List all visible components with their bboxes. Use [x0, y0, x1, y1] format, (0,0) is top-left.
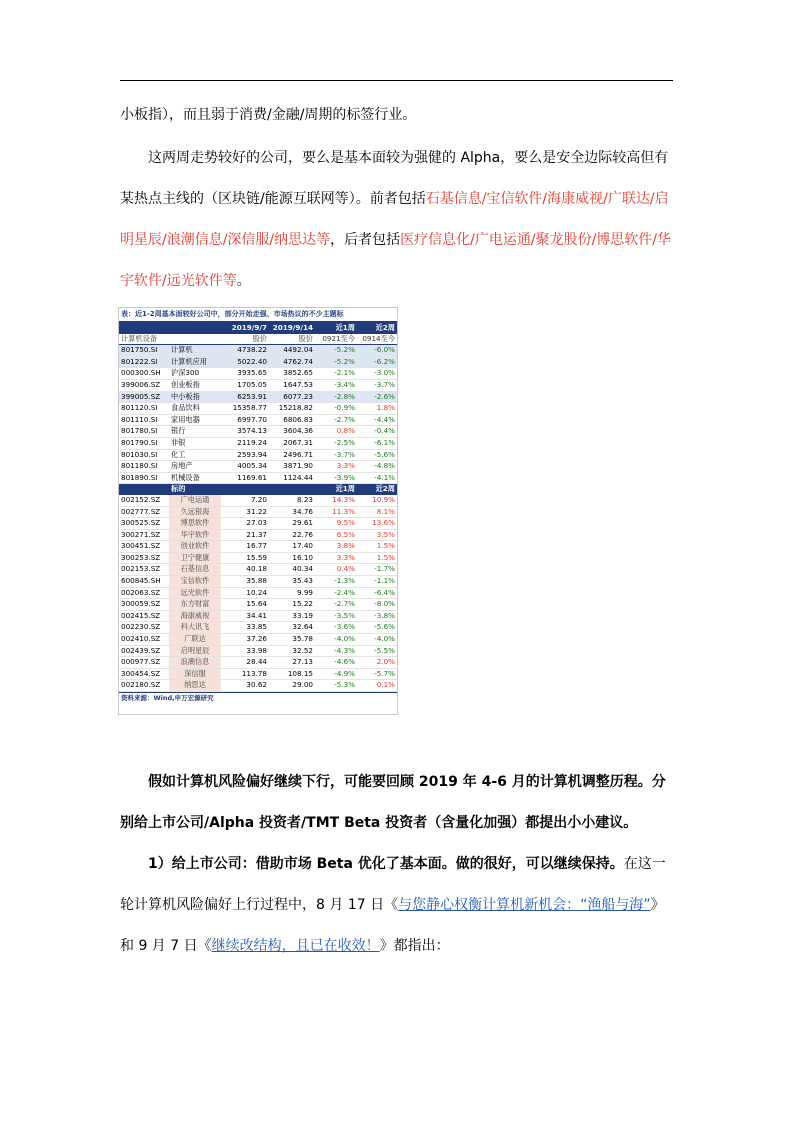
index-code: 801110.SI: [119, 414, 169, 426]
change-2w: -8.0%: [357, 599, 397, 611]
change-2w: -0.4%: [357, 426, 397, 438]
header-cell: [119, 323, 169, 334]
stock-code: 002410.SZ: [119, 634, 169, 646]
change-2w: 1.8%: [357, 403, 397, 415]
header-cell: 0914至今: [357, 334, 397, 345]
table-header-dates: [119, 323, 397, 334]
index-row: [119, 437, 397, 449]
index-name: 化工: [169, 449, 221, 461]
price-0907: 33.85: [221, 622, 269, 634]
stock-code: 300454.SZ: [119, 668, 169, 680]
change-2w: -3.0%: [357, 368, 397, 380]
price-0914: 2067.31: [269, 437, 315, 449]
stock-row: [119, 564, 397, 576]
price-0914: 29.61: [269, 518, 315, 530]
price-0914: 34.76: [269, 506, 315, 518]
header-cell: 近1周: [315, 323, 357, 334]
index-row: [119, 391, 397, 403]
index-name: 创业板指: [169, 379, 221, 391]
paragraph-2-text-a: 这两周走势较好的公司，要么是基本面较为强健的 Alpha，要么是安全边际较高但有某热点主线的（区块链/能源互联网等）。前者包括: [120, 150, 669, 207]
index-code: 801780.SI: [119, 426, 169, 438]
index-row: [119, 426, 397, 438]
price-0914: 1124.44: [269, 472, 315, 484]
stock-row: [119, 634, 397, 646]
index-row: [119, 345, 397, 357]
change-2w: 0.1%: [357, 680, 397, 692]
stock-row: [119, 657, 397, 669]
change-1w: -3.9%: [315, 472, 357, 484]
change-1w: -5.2%: [315, 356, 357, 368]
header-cell: 近1周: [315, 484, 357, 495]
price-0907: 2119.24: [221, 437, 269, 449]
index-code: 801180.SI: [119, 461, 169, 473]
index-row: [119, 403, 397, 415]
price-0907: 1169.61: [221, 472, 269, 484]
paragraph-1: 小板指），而且弱于消费/金融/周期的标签行业。: [120, 107, 417, 123]
index-name: 中小板指: [169, 391, 221, 403]
stock-row: [119, 518, 397, 530]
change-1w: 6.5%: [315, 529, 357, 541]
price-0907: 34.41: [221, 610, 269, 622]
stock-name: 东方财富: [169, 599, 221, 611]
change-1w: -3.7%: [315, 449, 357, 461]
paragraph-4-text-b: 》和 9 月 7 日《: [120, 897, 665, 954]
change-1w: 11.3%: [315, 506, 357, 518]
stock-name: 启明星辰: [169, 645, 221, 657]
price-0914: 35.78: [269, 634, 315, 646]
price-0907: 31.22: [221, 506, 269, 518]
price-0914: 4762.74: [269, 356, 315, 368]
index-code: 399005.SZ: [119, 391, 169, 403]
stock-name: 纳思达: [169, 680, 221, 692]
stock-code: 002153.SZ: [119, 564, 169, 576]
change-1w: -5.3%: [315, 680, 357, 692]
stock-code: 000977.SZ: [119, 657, 169, 669]
change-1w: -1.3%: [315, 576, 357, 588]
change-1w: -3.5%: [315, 610, 357, 622]
table-header-stocks: [119, 484, 397, 495]
price-0907: 10.24: [221, 587, 269, 599]
price-0914: 16.10: [269, 552, 315, 564]
stock-row: [119, 680, 397, 692]
change-1w: 3.3%: [315, 552, 357, 564]
stock-code: 002230.SZ: [119, 622, 169, 634]
change-1w: -4.0%: [315, 634, 357, 646]
change-2w: -1.1%: [357, 576, 397, 588]
price-0914: 27.13: [269, 657, 315, 669]
change-2w: -6.4%: [357, 587, 397, 599]
stock-row: [119, 587, 397, 599]
alpha-stocks-highlight: 石基信息/宝信软件/海康威视/广联达/启明星辰/浪潮信息/深信服/纳思达等: [120, 191, 669, 248]
price-0914: 108.15: [269, 668, 315, 680]
header-cell: [169, 334, 221, 345]
change-1w: -4.9%: [315, 668, 357, 680]
index-row: [119, 472, 397, 484]
price-0907: 6997.70: [221, 414, 269, 426]
header-cell: [221, 484, 269, 495]
header-cell: [119, 484, 169, 495]
stock-code: 002777.SZ: [119, 506, 169, 518]
price-0914: 2496.71: [269, 449, 315, 461]
change-2w: 1.5%: [357, 552, 397, 564]
stock-name: 华宇软件: [169, 529, 221, 541]
index-code: 000300.SH: [119, 368, 169, 380]
paragraph-2: [120, 138, 674, 302]
change-2w: 2.0%: [357, 657, 397, 669]
change-1w: -2.8%: [315, 391, 357, 403]
index-row: [119, 379, 397, 391]
paragraph-2-text-b: ，后者包括: [330, 232, 401, 248]
index-name: 家用电器: [169, 414, 221, 426]
stock-name: 久远银海: [169, 506, 221, 518]
stock-name: 浪潮信息: [169, 657, 221, 669]
stock-name: 广电运通: [169, 495, 221, 506]
price-0914: 33.19: [269, 610, 315, 622]
change-2w: -4.8%: [357, 461, 397, 473]
paragraph-3: 假如计算机风险偏好继续下行，可能要回顾 2019 年 4-6 月的计算机调整历程。分别给上市公司/Alpha 投资者/TMT Beta 投资者（含量化加强）都提出小小建议。: [120, 774, 666, 831]
price-0907: 35.88: [221, 576, 269, 588]
paragraph-4-text-c: 》都指出：: [379, 938, 450, 954]
index-code: 399006.SZ: [119, 379, 169, 391]
change-1w: 0.4%: [315, 564, 357, 576]
stock-row: [119, 495, 397, 506]
stock-name: 石基信息: [169, 564, 221, 576]
stock-row: [119, 610, 397, 622]
price-0907: 7.20: [221, 495, 269, 506]
paragraph-4-text-a: 在这一轮计算机风险偏好上行过程中，8 月 17 日《: [120, 856, 666, 913]
index-row: [119, 414, 397, 426]
price-0907: 3574.13: [221, 426, 269, 438]
stock-row: [119, 541, 397, 553]
stock-code: 002180.SZ: [119, 680, 169, 692]
price-0914: 8.23: [269, 495, 315, 506]
index-row: [119, 368, 397, 380]
change-2w: -2.6%: [357, 391, 397, 403]
table-source: 资料来源：Wind,申万宏源研究: [119, 692, 397, 704]
change-1w: -2.7%: [315, 414, 357, 426]
change-1w: 0.8%: [315, 426, 357, 438]
stock-code: 002152.SZ: [119, 495, 169, 506]
price-0907: 15.64: [221, 599, 269, 611]
stock-row: [119, 668, 397, 680]
header-cell: 股价: [269, 334, 315, 345]
price-0907: 4738.22: [221, 345, 269, 357]
change-2w: 3.5%: [357, 529, 397, 541]
price-0907: 37.26: [221, 634, 269, 646]
price-0914: 9.99: [269, 587, 315, 599]
index-row: [119, 461, 397, 473]
change-1w: -4.6%: [315, 657, 357, 669]
stock-code: 300059.SZ: [119, 599, 169, 611]
price-0914: 22.76: [269, 529, 315, 541]
stock-code: 300525.SZ: [119, 518, 169, 530]
header-cell: [269, 484, 315, 495]
stock-code: 300271.SZ: [119, 529, 169, 541]
price-0907: 21.37: [221, 529, 269, 541]
table-header-price: [119, 334, 397, 345]
change-2w: -4.0%: [357, 634, 397, 646]
stock-code: 300253.SZ: [119, 552, 169, 564]
index-code: 801890.SI: [119, 472, 169, 484]
change-1w: -2.7%: [315, 599, 357, 611]
change-2w: -5.6%: [357, 449, 397, 461]
stock-code: 002415.SZ: [119, 610, 169, 622]
index-name: 食品饮料: [169, 403, 221, 415]
header-cell: 2019/9/14: [269, 323, 315, 334]
index-name: 非银: [169, 437, 221, 449]
stock-code: 300451.SZ: [119, 541, 169, 553]
price-0907: 5022.40: [221, 356, 269, 368]
price-0914: 40.34: [269, 564, 315, 576]
change-2w: 10.9%: [357, 495, 397, 506]
report-link-sep7[interactable]: 继续改结构，且已在收效！: [211, 938, 380, 954]
index-row: [119, 356, 397, 368]
price-0914: 3852.65: [269, 368, 315, 380]
index-code: 801030.SI: [119, 449, 169, 461]
price-0914: 32.52: [269, 645, 315, 657]
index-row: [119, 449, 397, 461]
change-2w: -5.7%: [357, 668, 397, 680]
header-cell: 2019/9/7: [221, 323, 269, 334]
price-0907: 27.03: [221, 518, 269, 530]
change-2w: -3.7%: [357, 379, 397, 391]
stock-row: [119, 552, 397, 564]
stock-row: [119, 645, 397, 657]
index-name: 计算机: [169, 345, 221, 357]
header-cell: 近2周: [357, 323, 397, 334]
price-0907: 28.44: [221, 657, 269, 669]
header-cell: [169, 323, 221, 334]
change-1w: 14.3%: [315, 495, 357, 506]
index-name: 计算机应用: [169, 356, 221, 368]
index-code: 801120.SI: [119, 403, 169, 415]
price-0907: 4005.34: [221, 461, 269, 473]
stock-name: 宝信软件: [169, 576, 221, 588]
change-1w: -3.4%: [315, 379, 357, 391]
paragraph-2-text-c: 。: [236, 273, 251, 289]
price-0907: 6253.91: [221, 391, 269, 403]
paragraph-4-bold: 1）给上市公司：借助市场 Beta 优化了基本面。做的很好，可以继续保持。: [148, 856, 624, 872]
change-2w: 8.1%: [357, 506, 397, 518]
price-0907: 15.59: [221, 552, 269, 564]
change-2w: 1.5%: [357, 541, 397, 553]
stock-row: [119, 529, 397, 541]
index-name: 房地产: [169, 461, 221, 473]
price-0914: 32.64: [269, 622, 315, 634]
change-2w: -6.2%: [357, 356, 397, 368]
price-0914: 6077.23: [269, 391, 315, 403]
change-1w: 9.5%: [315, 518, 357, 530]
change-2w: 13.6%: [357, 518, 397, 530]
change-2w: -5.6%: [357, 622, 397, 634]
index-code: 801750.SI: [119, 345, 169, 357]
report-link-aug17[interactable]: 与您静心权衡计算机新机会：“渔船与海”: [398, 897, 651, 913]
price-0907: 33.98: [221, 645, 269, 657]
change-1w: -4.3%: [315, 645, 357, 657]
stock-name: 创业软件: [169, 541, 221, 553]
index-name: 沪深300: [169, 368, 221, 380]
header-cell: 计算机设备: [119, 334, 169, 345]
price-0907: 16.77: [221, 541, 269, 553]
price-0914: 15218.82: [269, 403, 315, 415]
stock-code: 002439.SZ: [119, 645, 169, 657]
price-0914: 35.43: [269, 576, 315, 588]
stock-performance-table: [118, 307, 398, 715]
price-0914: 29.00: [269, 680, 315, 692]
change-2w: -6.1%: [357, 437, 397, 449]
change-1w: -5.2%: [315, 345, 357, 357]
price-0907: 1705.05: [221, 379, 269, 391]
change-1w: -2.4%: [315, 587, 357, 599]
price-0914: 6806.83: [269, 414, 315, 426]
stock-name: 科大讯飞: [169, 622, 221, 634]
change-2w: -6.0%: [357, 345, 397, 357]
change-1w: -0.9%: [315, 403, 357, 415]
stock-name: 博思软件: [169, 518, 221, 530]
index-code: 801222.SI: [119, 356, 169, 368]
stock-row: [119, 576, 397, 588]
index-name: 机械设备: [169, 472, 221, 484]
stock-row: [119, 599, 397, 611]
table-caption: 表：近1-2周基本面较好公司中，部分开始走强、市场热议的不少主题标: [119, 308, 397, 323]
price-0907: 30.62: [221, 680, 269, 692]
price-0907: 3935.65: [221, 368, 269, 380]
change-1w: -2.1%: [315, 368, 357, 380]
header-cell: 标的: [169, 484, 221, 495]
price-0914: 3604.36: [269, 426, 315, 438]
change-1w: -2.5%: [315, 437, 357, 449]
stock-row: [119, 506, 397, 518]
index-code: 801790.SI: [119, 437, 169, 449]
change-2w: -4.1%: [357, 472, 397, 484]
change-1w: 3.3%: [315, 461, 357, 473]
price-0914: 17.40: [269, 541, 315, 553]
stock-row: [119, 622, 397, 634]
change-1w: -3.6%: [315, 622, 357, 634]
stock-code: 002063.SZ: [119, 587, 169, 599]
theme-stocks-highlight: 医疗信息化/广电运通/聚龙股份/博思软件/华宇软件/远光软件等: [120, 232, 672, 289]
stock-name: 深信服: [169, 668, 221, 680]
header-cell: 近2周: [357, 484, 397, 495]
change-2w: -4.4%: [357, 414, 397, 426]
table-body: [119, 323, 397, 692]
index-name: 银行: [169, 426, 221, 438]
stock-name: 远光软件: [169, 587, 221, 599]
price-0907: 2593.94: [221, 449, 269, 461]
price-0914: 4492.04: [269, 345, 315, 357]
paragraph-4: [120, 844, 674, 967]
change-2w: -5.5%: [357, 645, 397, 657]
price-0914: 1647.53: [269, 379, 315, 391]
price-0914: 15.22: [269, 599, 315, 611]
stock-name: 卫宁健康: [169, 552, 221, 564]
stock-code: 600845.SH: [119, 576, 169, 588]
stock-name: 广联达: [169, 634, 221, 646]
price-0907: 113.78: [221, 668, 269, 680]
change-2w: -3.8%: [357, 610, 397, 622]
header-cell: 股价: [221, 334, 269, 345]
price-0914: 3871.90: [269, 461, 315, 473]
price-0907: 15358.77: [221, 403, 269, 415]
price-0907: 40.18: [221, 564, 269, 576]
change-1w: 3.8%: [315, 541, 357, 553]
stock-name: 海康威视: [169, 610, 221, 622]
change-2w: -1.7%: [357, 564, 397, 576]
header-cell: 0921至今: [315, 334, 357, 345]
header-rule: [120, 80, 673, 81]
